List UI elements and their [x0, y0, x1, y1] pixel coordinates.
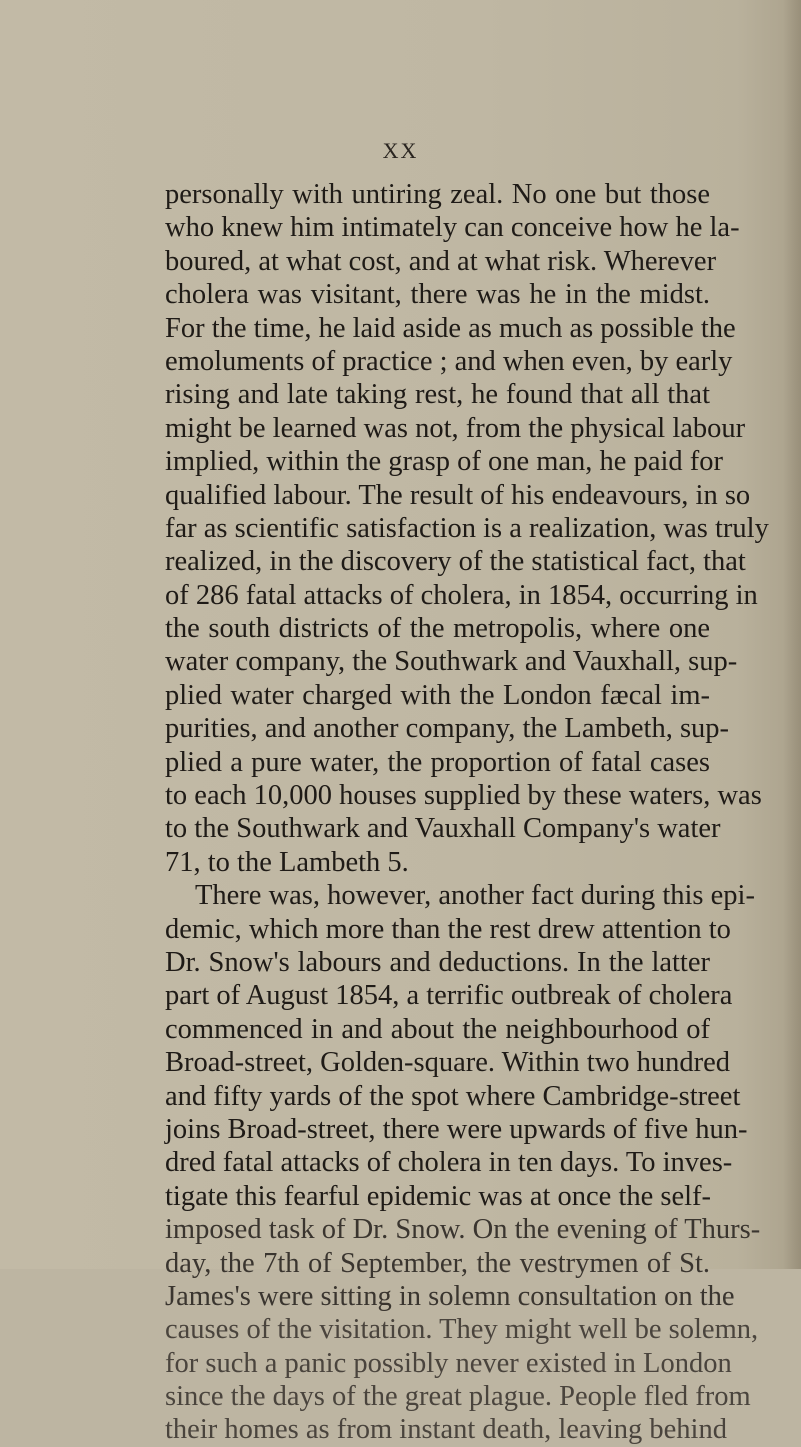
text-line-15: water company, the Southwark and Vauxhall, sup-: [165, 646, 738, 678]
text-line-16: plied water charged with the London fæcal im-: [165, 679, 710, 711]
text-line-25: part of August 1854, a terrific outbreak of cholera: [165, 980, 733, 1012]
text-line-4: cholera was visitant, there was he in the midst.: [165, 279, 710, 311]
text-line-23: demic, which more than the rest drew attention to: [165, 913, 731, 945]
text-line-37: since the days of the great plague. People fled from: [165, 1381, 751, 1413]
text-line-3: boured, at what cost, and at what risk. Wherever: [165, 245, 717, 277]
text-line-17: purities, and another company, the Lambeth, sup-: [165, 713, 730, 745]
text-line-27: Broad-street, Golden-square. Within two hundred: [165, 1047, 731, 1079]
text-line-6: emoluments of practice ; and when even, by early: [165, 345, 733, 377]
text-line-38: their homes as from instant death, leaving behind: [165, 1414, 727, 1446]
text-line-32: imposed task of Dr. Snow. On the evening of Thurs-: [165, 1214, 761, 1246]
text-line-30: dred fatal attacks of cholera in ten days. To inves-: [165, 1147, 733, 1179]
text-line-18: plied a pure water, the proportion of fatal cases: [165, 746, 710, 778]
text-line-19: to each 10,000 houses supplied by these waters, was: [165, 780, 762, 812]
text-line-31: tigate this fearful epidemic was at once the self-: [165, 1180, 712, 1212]
text-line-33: day, the 7th of September, the vestrymen of St.: [165, 1247, 710, 1279]
text-line-20: to the Southwark and Vauxhall Company's water: [165, 813, 721, 845]
text-line-12: realized, in the discovery of the statistical fact, that: [165, 546, 746, 578]
text-line-28: and fifty yards of the spot where Cambridge-street: [165, 1080, 741, 1112]
text-line-22: There was, however, another fact during this epi-: [195, 880, 755, 912]
text-line-34: James's were sitting in solemn consultation on the: [165, 1280, 735, 1312]
text-line-8: might be learned was not, from the physical labour: [165, 412, 746, 444]
text-line-21: 71, to the Lambeth 5.: [165, 846, 409, 878]
text-line-10: qualified labour. The result of his endeavours, in so: [165, 479, 751, 511]
page-edge-shadow: [783, 0, 801, 1269]
text-line-24: Dr. Snow's labours and deductions. In the latter: [165, 946, 710, 978]
body-text: [165, 178, 769, 1447]
text-line-26: commenced in and about the neighbourhood of: [165, 1013, 710, 1045]
text-line-36: for such a panic possibly never existed in London: [165, 1347, 732, 1379]
text-line-7: rising and late taking rest, he found that all that: [165, 379, 710, 411]
page-number: XX: [382, 138, 419, 163]
text-line-11: far as scientific satisfaction is a realization, was truly: [165, 512, 769, 544]
text-line-29: joins Broad-street, there were upwards of five hun-: [165, 1113, 748, 1145]
text-line-1: personally with untiring zeal. No one but those: [165, 179, 710, 210]
text-line-13: of 286 fatal attacks of cholera, in 1854, occurring in: [165, 579, 758, 611]
text-line-35: causes of the visitation. They might well be solemn,: [165, 1314, 759, 1346]
text-line-2: who knew him intimately can conceive how he la-: [165, 212, 740, 244]
text-line-5: For the time, he laid aside as much as possible the: [165, 312, 736, 344]
text-line-9: implied, within the grasp of one man, he paid for: [165, 446, 723, 478]
text-line-14: the south districts of the metropolis, where one: [165, 613, 710, 645]
